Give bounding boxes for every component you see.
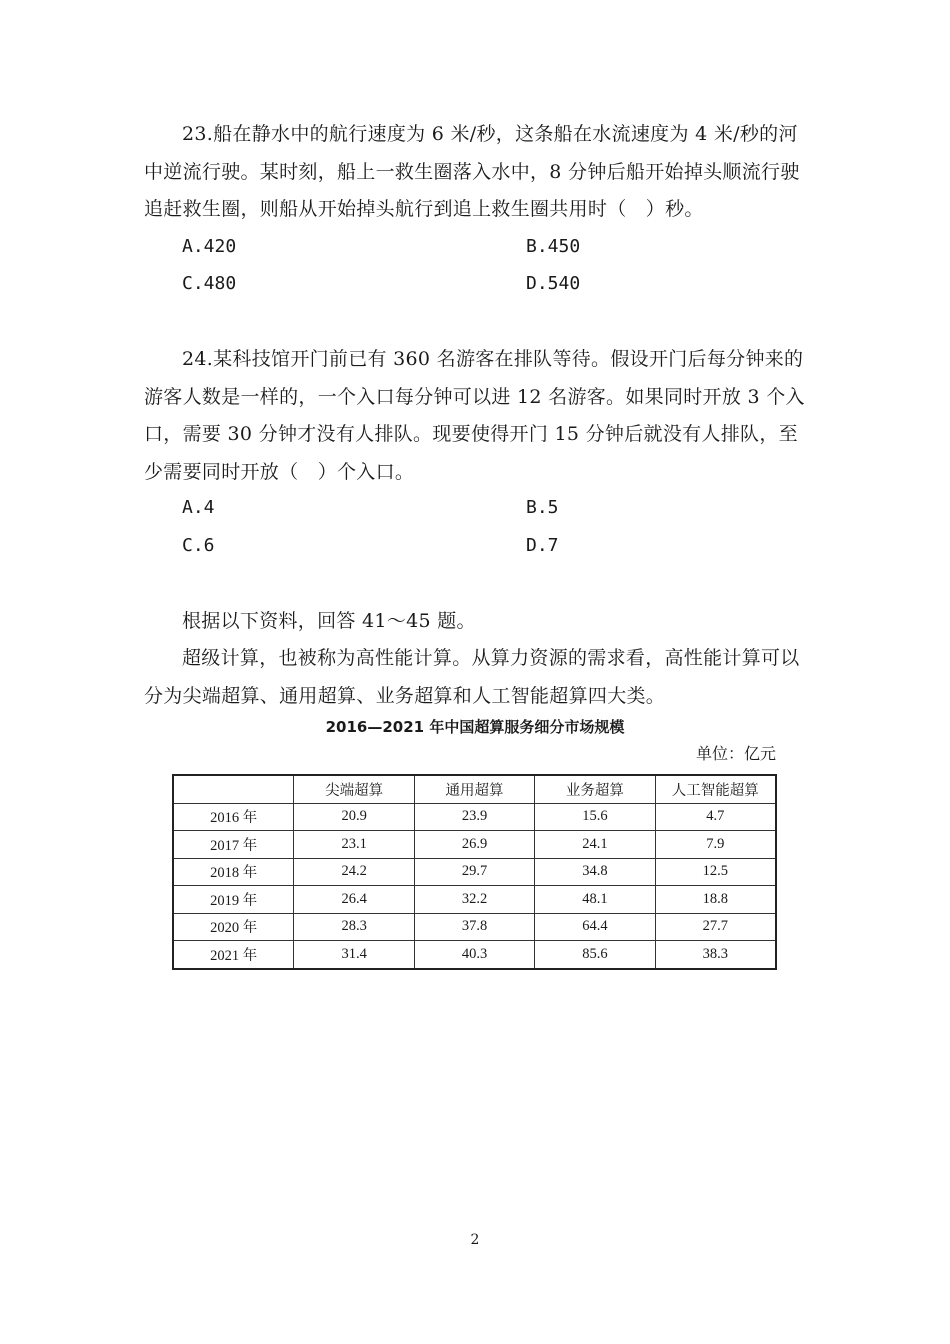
market-size-table (172, 774, 777, 970)
table-row (173, 858, 776, 886)
table-unit: 单位：亿元 (695, 744, 776, 763)
table-cell: 32.2 (414, 886, 534, 914)
table-cell: 26.4 (294, 886, 414, 914)
table-row (173, 831, 776, 859)
table-cell: 23.1 (294, 831, 414, 859)
table-cell: 38.3 (655, 941, 776, 969)
table-row (173, 803, 776, 831)
row-year: 2016 年 (173, 803, 294, 831)
table-cell: 34.8 (535, 858, 655, 886)
table-cell: 12.5 (655, 858, 776, 886)
question-24-text: 24.某科技馆开门前已有 360 名游客在排队等待。假设开门后每分钟来的游客人数是一样的，一个入口每分钟可以进 12 名游客。如果同时开放 3 个入口，需要 30 分钟才没有人排队。现要使得开门 15 分钟后就没有人排队，至少需要同时开放（ ）个入口。 (144, 348, 805, 483)
table-cell: 23.9 (414, 803, 534, 831)
table-cell: 40.3 (414, 941, 534, 969)
table-cell: 31.4 (294, 941, 414, 969)
table-row (173, 886, 776, 914)
table-cell: 24.2 (294, 858, 414, 886)
material-intro: 根据以下资料，回答 41～45 题。 (182, 610, 476, 632)
q23-option-c: C.480 (182, 273, 237, 294)
table-cell: 27.7 (655, 913, 776, 941)
header-cell: 通用超算 (414, 775, 534, 803)
header-cell: 尖端超算 (294, 775, 414, 803)
question-23-text: 23.船在静水中的航行速度为 6 米/秒，这条船在水流速度为 4 米/秒的河中逆流行驶。某时刻，船上一救生圈落入水中，8 分钟后船开始掉头顺流行驶追赶救生圈，则船从开始掉头航行到追上救生圈共用时（ ）秒。 (144, 123, 800, 220)
row-year: 2020 年 (173, 913, 294, 941)
table-row (173, 941, 776, 969)
material-paragraph: 超级计算，也被称为高性能计算。从算力资源的需求看，高性能计算可以分为尖端超算、通用超算、业务超算和人工智能超算四大类。 (144, 647, 800, 707)
q24-option-b: B.5 (526, 497, 559, 518)
table-cell: 15.6 (535, 803, 655, 831)
q23-option-b: B.450 (526, 236, 581, 257)
table-cell: 28.3 (294, 913, 414, 941)
q24-option-d: D.7 (526, 535, 559, 556)
header-cell-empty (173, 775, 294, 803)
header-cell: 人工智能超算 (655, 775, 776, 803)
row-year: 2019 年 (173, 886, 294, 914)
table-header-row (173, 775, 776, 803)
q23-option-a: A.420 (182, 236, 237, 257)
table-row (173, 913, 776, 941)
header-cell: 业务超算 (535, 775, 655, 803)
q23-option-d: D.540 (526, 273, 581, 294)
row-year: 2021 年 (173, 941, 294, 969)
table-cell: 64.4 (535, 913, 655, 941)
table-cell: 4.7 (655, 803, 776, 831)
table-cell: 20.9 (294, 803, 414, 831)
row-year: 2017 年 (173, 831, 294, 859)
table-cell: 26.9 (414, 831, 534, 859)
table-cell: 7.9 (655, 831, 776, 859)
row-year: 2018 年 (173, 858, 294, 886)
q24-option-a: A.4 (182, 497, 215, 518)
table-cell: 29.7 (414, 858, 534, 886)
table-title: 2016—2021 年中国超算服务细分市场规模 (325, 718, 625, 736)
table-cell: 48.1 (535, 886, 655, 914)
page-number: 2 (470, 1232, 480, 1248)
table-cell: 37.8 (414, 913, 534, 941)
table-cell: 18.8 (655, 886, 776, 914)
table-cell: 85.6 (535, 941, 655, 969)
q24-option-c: C.6 (182, 535, 215, 556)
table-cell: 24.1 (535, 831, 655, 859)
